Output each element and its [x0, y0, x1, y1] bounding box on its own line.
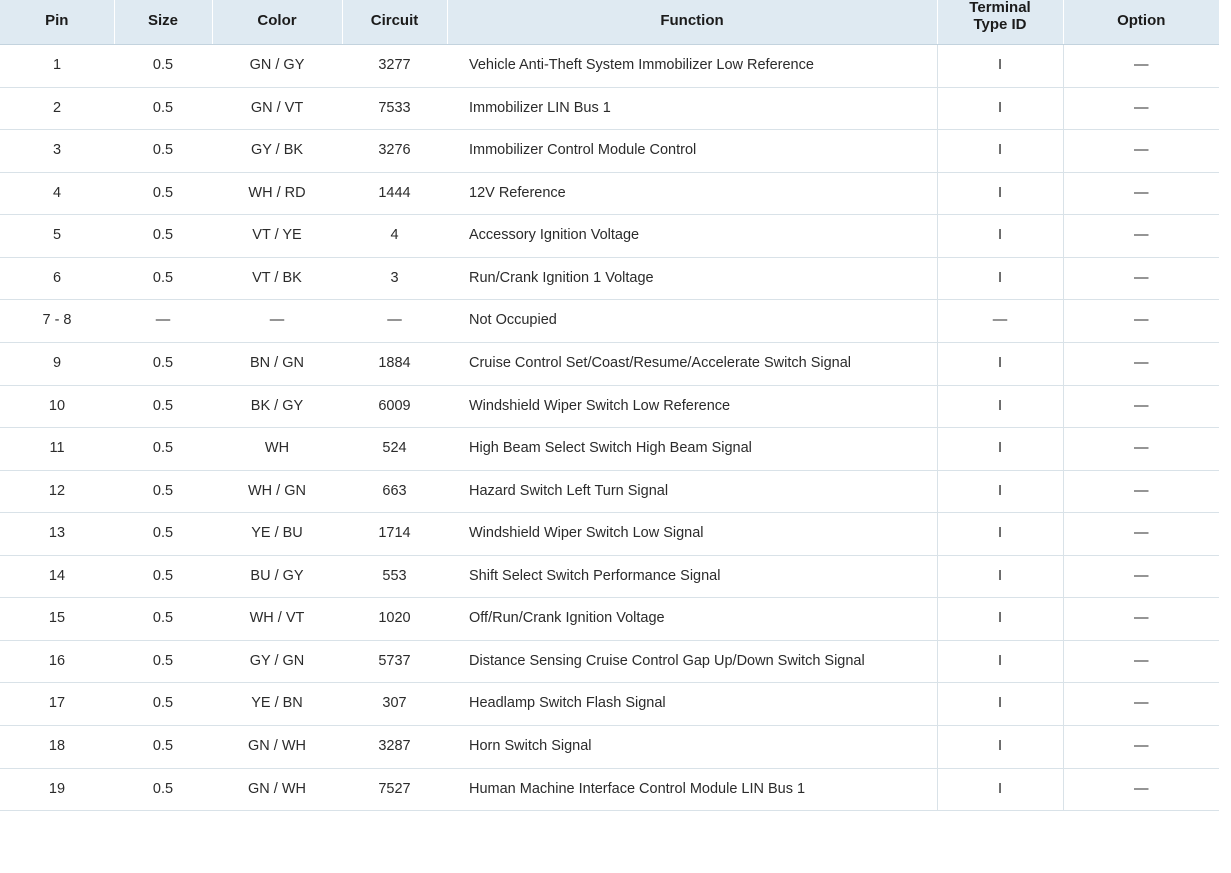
cell-terminal-type-id: I [937, 683, 1063, 726]
cell-color: VT / BK [212, 257, 342, 300]
cell-size: 0.5 [114, 768, 212, 811]
cell-size: 0.5 [114, 342, 212, 385]
cell-function: Not Occupied [447, 300, 937, 343]
column-header-pin: Pin [0, 0, 114, 45]
cell-size: — [114, 300, 212, 343]
cell-size: 0.5 [114, 172, 212, 215]
table-row [0, 470, 1219, 513]
table-body [0, 45, 1219, 811]
table-row [0, 87, 1219, 130]
cell-color: WH / GN [212, 470, 342, 513]
cell-terminal-type-id: I [937, 470, 1063, 513]
cell-terminal-type-id: I [937, 342, 1063, 385]
cell-pin: 12 [0, 470, 114, 513]
cell-function: Hazard Switch Left Turn Signal [447, 470, 937, 513]
cell-pin: 7 - 8 [0, 300, 114, 343]
cell-circuit: 1020 [342, 598, 447, 641]
cell-terminal-type-id: I [937, 640, 1063, 683]
cell-circuit: 307 [342, 683, 447, 726]
cell-color: GN / WH [212, 726, 342, 769]
table-row [0, 342, 1219, 385]
cell-color: GN / GY [212, 45, 342, 88]
cell-color: GY / GN [212, 640, 342, 683]
cell-size: 0.5 [114, 598, 212, 641]
table-row [0, 385, 1219, 428]
cell-option: — [1063, 598, 1219, 641]
cell-size: 0.5 [114, 257, 212, 300]
cell-terminal-type-id: I [937, 215, 1063, 258]
column-header-size: Size [114, 0, 212, 45]
cell-color: BK / GY [212, 385, 342, 428]
table-row [0, 300, 1219, 343]
cell-pin: 2 [0, 87, 114, 130]
cell-option: — [1063, 640, 1219, 683]
cell-function: Horn Switch Signal [447, 726, 937, 769]
cell-size: 0.5 [114, 555, 212, 598]
cell-pin: 16 [0, 640, 114, 683]
cell-function: Run/Crank Ignition 1 Voltage [447, 257, 937, 300]
cell-function: Immobilizer LIN Bus 1 [447, 87, 937, 130]
cell-pin: 15 [0, 598, 114, 641]
table-row [0, 513, 1219, 556]
table-row [0, 130, 1219, 173]
column-header-color: Color [212, 0, 342, 45]
cell-function: 12V Reference [447, 172, 937, 215]
cell-function: Headlamp Switch Flash Signal [447, 683, 937, 726]
cell-circuit: 524 [342, 428, 447, 471]
cell-terminal-type-id: I [937, 257, 1063, 300]
cell-color: GY / BK [212, 130, 342, 173]
cell-circuit: — [342, 300, 447, 343]
cell-terminal-type-id: — [937, 300, 1063, 343]
cell-circuit: 663 [342, 470, 447, 513]
cell-size: 0.5 [114, 683, 212, 726]
table-row [0, 257, 1219, 300]
column-header-terminal-line2: Type ID [973, 15, 1027, 33]
cell-circuit: 6009 [342, 385, 447, 428]
cell-option: — [1063, 513, 1219, 556]
cell-color: GN / VT [212, 87, 342, 130]
cell-pin: 13 [0, 513, 114, 556]
cell-size: 0.5 [114, 215, 212, 258]
cell-function: Accessory Ignition Voltage [447, 215, 937, 258]
cell-terminal-type-id: I [937, 130, 1063, 173]
cell-option: — [1063, 768, 1219, 811]
table-header-row [0, 0, 1219, 45]
cell-option: — [1063, 130, 1219, 173]
table-row [0, 768, 1219, 811]
cell-pin: 14 [0, 555, 114, 598]
cell-circuit: 1714 [342, 513, 447, 556]
cell-option: — [1063, 215, 1219, 258]
cell-terminal-type-id: I [937, 45, 1063, 88]
cell-circuit: 7533 [342, 87, 447, 130]
cell-function: Human Machine Interface Control Module LIN Bus 1 [447, 768, 937, 811]
table-row [0, 683, 1219, 726]
table-row [0, 640, 1219, 683]
cell-option: — [1063, 45, 1219, 88]
cell-function: Vehicle Anti-Theft System Immobilizer Low Reference [447, 45, 937, 88]
column-header-terminal-line1: Terminal [969, 0, 1031, 16]
cell-color: — [212, 300, 342, 343]
cell-size: 0.5 [114, 640, 212, 683]
cell-option: — [1063, 428, 1219, 471]
cell-pin: 17 [0, 683, 114, 726]
cell-pin: 9 [0, 342, 114, 385]
table-header [0, 0, 1219, 45]
cell-size: 0.5 [114, 45, 212, 88]
cell-terminal-type-id: I [937, 428, 1063, 471]
cell-option: — [1063, 470, 1219, 513]
cell-terminal-type-id: I [937, 172, 1063, 215]
cell-size: 0.5 [114, 87, 212, 130]
cell-size: 0.5 [114, 726, 212, 769]
cell-circuit: 3 [342, 257, 447, 300]
cell-size: 0.5 [114, 130, 212, 173]
cell-terminal-type-id: I [937, 768, 1063, 811]
cell-option: — [1063, 87, 1219, 130]
cell-color: GN / WH [212, 768, 342, 811]
cell-pin: 5 [0, 215, 114, 258]
cell-color: YE / BN [212, 683, 342, 726]
cell-color: VT / YE [212, 215, 342, 258]
cell-function: Windshield Wiper Switch Low Reference [447, 385, 937, 428]
cell-color: WH [212, 428, 342, 471]
table-row [0, 215, 1219, 258]
table-row [0, 555, 1219, 598]
table-row [0, 172, 1219, 215]
cell-circuit: 553 [342, 555, 447, 598]
table-row [0, 726, 1219, 769]
cell-pin: 6 [0, 257, 114, 300]
cell-circuit: 4 [342, 215, 447, 258]
cell-function: Immobilizer Control Module Control [447, 130, 937, 173]
table-row [0, 45, 1219, 88]
cell-terminal-type-id: I [937, 598, 1063, 641]
cell-circuit: 3287 [342, 726, 447, 769]
cell-circuit: 7527 [342, 768, 447, 811]
cell-function: High Beam Select Switch High Beam Signal [447, 428, 937, 471]
cell-option: — [1063, 385, 1219, 428]
cell-color: WH / VT [212, 598, 342, 641]
cell-terminal-type-id: I [937, 555, 1063, 598]
table-row [0, 428, 1219, 471]
cell-pin: 10 [0, 385, 114, 428]
cell-option: — [1063, 257, 1219, 300]
cell-size: 0.5 [114, 428, 212, 471]
cell-option: — [1063, 555, 1219, 598]
table-row [0, 598, 1219, 641]
cell-function: Windshield Wiper Switch Low Signal [447, 513, 937, 556]
cell-pin: 1 [0, 45, 114, 88]
cell-size: 0.5 [114, 470, 212, 513]
cell-color: YE / BU [212, 513, 342, 556]
cell-circuit: 1444 [342, 172, 447, 215]
cell-function: Shift Select Switch Performance Signal [447, 555, 937, 598]
cell-circuit: 1884 [342, 342, 447, 385]
column-header-function: Function [447, 0, 937, 45]
cell-option: — [1063, 683, 1219, 726]
cell-function: Cruise Control Set/Coast/Resume/Accelerate Switch Signal [447, 342, 937, 385]
cell-circuit: 5737 [342, 640, 447, 683]
cell-pin: 11 [0, 428, 114, 471]
column-header-option: Option [1063, 0, 1219, 45]
cell-terminal-type-id: I [937, 87, 1063, 130]
cell-function: Distance Sensing Cruise Control Gap Up/Down Switch Signal [447, 640, 937, 683]
cell-size: 0.5 [114, 513, 212, 556]
cell-circuit: 3276 [342, 130, 447, 173]
column-header-terminal-type-id [937, 0, 1063, 45]
cell-size: 0.5 [114, 385, 212, 428]
column-header-circuit: Circuit [342, 0, 447, 45]
cell-pin: 4 [0, 172, 114, 215]
cell-option: — [1063, 172, 1219, 215]
cell-terminal-type-id: I [937, 385, 1063, 428]
cell-terminal-type-id: I [937, 513, 1063, 556]
cell-option: — [1063, 726, 1219, 769]
cell-option: — [1063, 300, 1219, 343]
cell-pin: 19 [0, 768, 114, 811]
cell-circuit: 3277 [342, 45, 447, 88]
cell-function: Off/Run/Crank Ignition Voltage [447, 598, 937, 641]
cell-color: WH / RD [212, 172, 342, 215]
cell-pin: 18 [0, 726, 114, 769]
cell-color: BN / GN [212, 342, 342, 385]
cell-option: — [1063, 342, 1219, 385]
cell-terminal-type-id: I [937, 726, 1063, 769]
cell-pin: 3 [0, 130, 114, 173]
cell-color: BU / GY [212, 555, 342, 598]
